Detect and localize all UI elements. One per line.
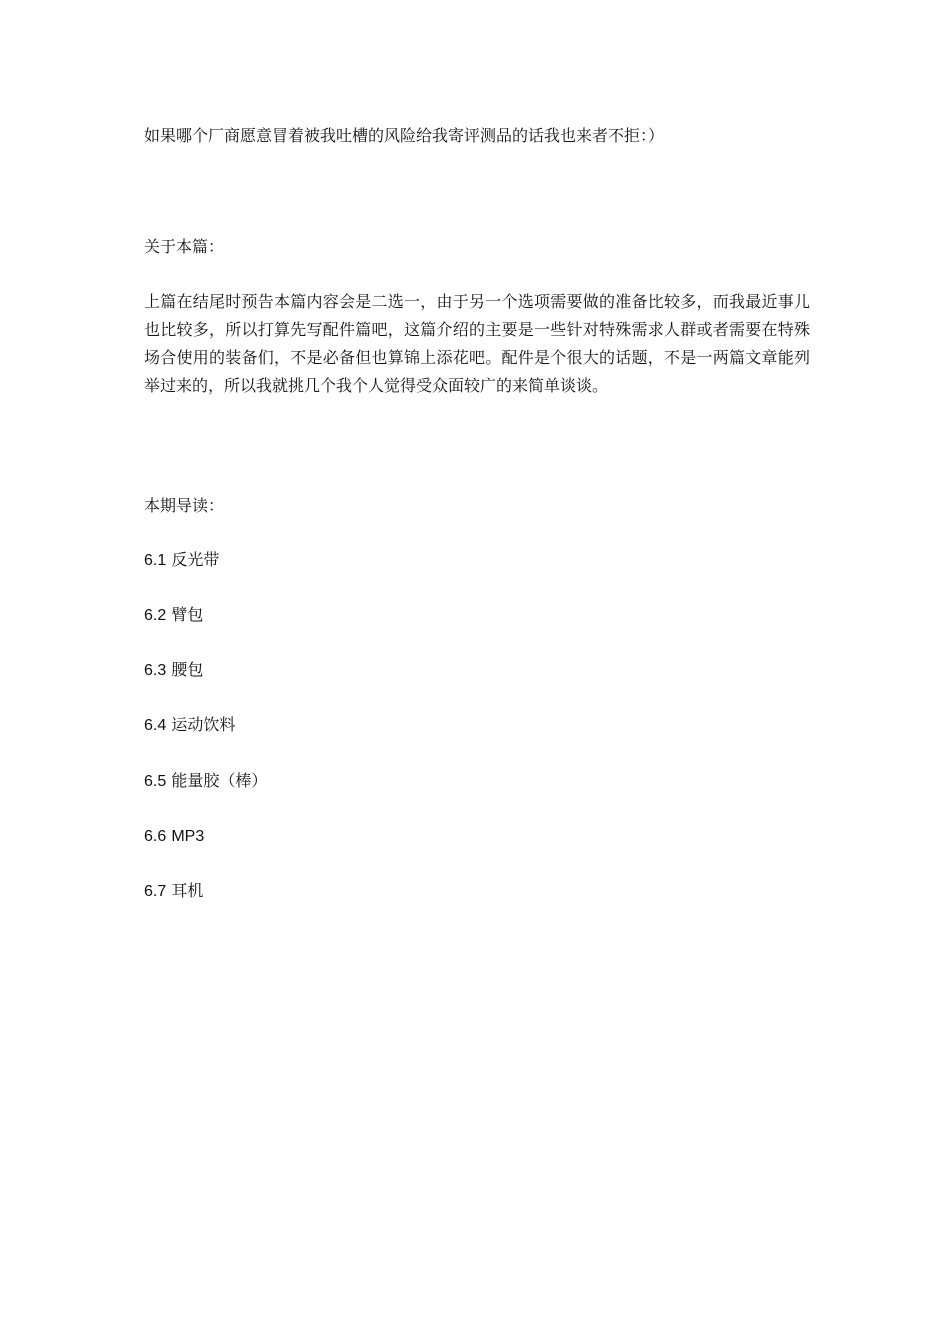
toc-item [144,660,203,681]
toc-item [144,715,235,736]
toc-item-number: 6.3 [144,662,167,679]
about-heading: 关于本篇： [144,237,225,256]
toc-item-number: 6.2 [144,607,167,624]
toc-item-title: 臂包 [171,605,204,624]
about-paragraph: 上篇在结尾时预告本篇内容会是二选一，由于另一个选项需要做的准备比较多，而我最近事儿也比较多，所以打算先写配件篇吧，这篇介绍的主要是一些针对特殊需求人群或者需要在特殊场合使用的装备们，不是必备但也算锦上添花吧。配件是个很大的话题，不是一两篇文章能列举过来的，所以我就挑几个我个人觉得受众面较广的来简单谈谈。 [144,292,810,395]
toc-item-title: 反光带 [171,550,220,569]
toc-item-title: 运动饮料 [171,715,236,734]
toc-item-number: 6.5 [144,773,167,790]
toc-item-number: 6.6 [144,828,167,845]
toc-item-title: MP3 [171,828,205,845]
guide-heading: 本期导读： [144,496,225,515]
toc-item [144,881,203,902]
toc-item-number: 6.4 [144,717,167,734]
toc-item-title: 能量胶（棒） [171,771,268,790]
toc-item [144,826,204,847]
toc-item-number: 6.7 [144,883,167,900]
toc-item [144,605,203,626]
toc-item [144,550,219,571]
toc-item-title: 耳机 [171,881,204,900]
intro-line: 如果哪个厂商愿意冒着被我吐槽的风险给我寄评测品的话我也来者不拒：） [144,126,665,145]
toc-item [144,771,267,792]
toc-item-title: 腰包 [171,660,204,679]
toc-item-number: 6.1 [144,552,167,569]
